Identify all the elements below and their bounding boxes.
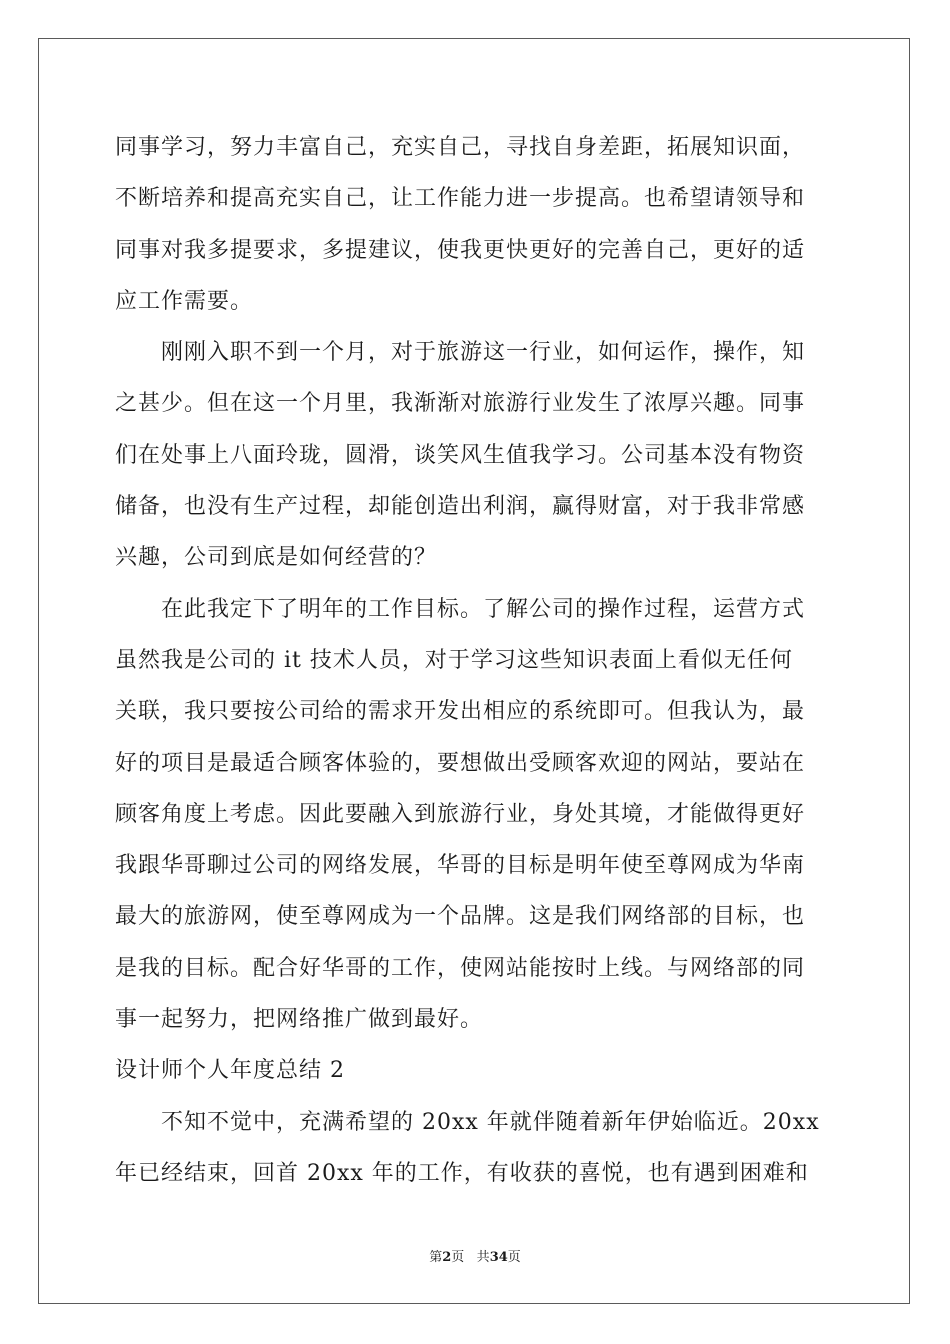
text-line: 同事对我多提要求，多提建议，使我更快更好的完善自己，更好的适: [115, 237, 806, 263]
text-line: 虽然我是公司的 it 技术人员，对于学习这些知识表面上看似无任何: [115, 647, 793, 673]
text-line: 应工作需要。: [115, 288, 254, 314]
total-pages: 34: [489, 1250, 508, 1265]
text-line: 事一起努力，把网络推广做到最好。: [115, 1007, 484, 1033]
document-body: [115, 128, 837, 1205]
page-footer: [0, 1246, 950, 1265]
text-line: 好的项目是最适合顾客体验的，要想做出受顾客欢迎的网站，要站在: [115, 750, 806, 776]
text-line: 同事学习，努力丰富自己，充实自己，寻找自身差距，拓展知识面，: [115, 135, 806, 160]
text-line: 之甚少。但在这一个月里，我渐渐对旅游行业发生了浓厚兴趣。同事: [115, 391, 806, 417]
paragraph-start-line: 在此我定下了明年的工作目标。了解公司的操作过程，运营方式: [161, 596, 806, 622]
paragraph-start-line: 刚刚入职不到一个月，对于旅游这一行业，如何运作，操作，知: [161, 340, 806, 366]
page-suffix: 页: [451, 1250, 465, 1265]
text-line: 储备，也没有生产过程，却能创造出利润，赢得财富，对于我非常感: [115, 494, 806, 520]
total-suffix: 页: [507, 1250, 521, 1265]
page-number: 2: [442, 1250, 452, 1265]
text-line: 关联，我只要按公司给的需求开发出相应的系统即可。但我认为，最: [115, 699, 806, 725]
text-line: 们在处事上八面玲珑，圆滑，谈笑风生值我学习。公司基本没有物资: [115, 442, 806, 468]
section-heading: 设计师个人年度总结 2: [115, 1058, 345, 1084]
text-line: 顾客角度上考虑。因此要融入到旅游行业，身处其境，才能做得更好: [115, 801, 806, 827]
page-prefix: 第: [429, 1250, 443, 1265]
text-line: 是我的目标。配合好华哥的工作，使网站能按时上线。与网络部的同: [115, 955, 806, 981]
total-prefix: 共: [476, 1250, 490, 1265]
text-line: 我跟华哥聊过公司的网络发展，华哥的目标是明年使至尊网成为华南: [115, 853, 806, 879]
text-line: 年已经结束，回首 20xx 年的工作，有收获的喜悦，也有遇到困难和: [115, 1160, 809, 1186]
text-line: 不断培养和提高充实自己，让工作能力进一步提高。也希望请领导和: [115, 186, 806, 212]
text-line: 兴趣，公司到底是如何经营的？: [115, 545, 438, 571]
paragraph-start-line: 不知不觉中，充满希望的 20xx 年就伴随着新年伊始临近。20xx: [161, 1109, 820, 1135]
text-line: 最大的旅游网，使至尊网成为一个品牌。这是我们网络部的目标，也: [115, 904, 806, 930]
